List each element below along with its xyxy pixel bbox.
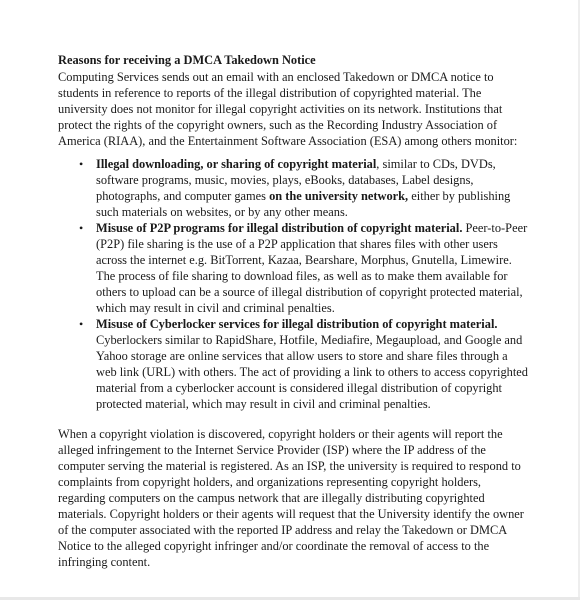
bullet-item-p2p-misuse (58, 220, 528, 316)
intro-paragraph: Computing Services sends out an email with an enclosed Takedown or DMCA notice to students in reference to reports of the illegal distribution of copyrighted material. The university does not monitor for illegal copyright activities on its network. Institutions that protect the rights of the copyright owners, such as the Recording Industry Association of America (RIAA), and the Entertainment Software Association (ESA) among others monitor: (58, 70, 518, 148)
bullet-icon: • (79, 221, 84, 235)
bullet-lead: Misuse of Cyberlocker services for illegal distribution of copyright material. (96, 317, 498, 331)
bullet-item-illegal-downloading (58, 156, 528, 220)
bullet-text: Peer-to-Peer (P2P) file sharing is the use of a P2P application that shares files with other users across the internet e.g. BitTorrent, Kazaa, Bearshare, Morphus, Gnutella, Limewire. The process of file sharing to download files, as well as to make them available for others to upload can be a source of illegal distribution of copyright protected material, which may result in civil and criminal penalties. (96, 221, 528, 315)
section-heading: Reasons for receiving a DMCA Takedown Notice (58, 53, 316, 67)
bullet-icon: • (79, 317, 84, 331)
closing-paragraph: When a copyright violation is discovered, copyright holders or their agents will report the alleged infringement to the Internet Service Provider (ISP) where the IP address of the computer serving the material is registered. As an ISP, the university is required to respond to complaints from copyright holders, and organizations representing copyright holders, regarding computers on the campus network that are illegally distributing copyrighted materials. Copyright holders or their agents will request that the University identify the owner of the computer associated with the reported IP address and relay the Takedown or DMCA Notice to the alleged copyright infringer and/or coordinate the removal of access to the infringing content. (58, 427, 524, 569)
bullet-text-end: either by publishing such materials on websites, or by any other means. (96, 189, 511, 219)
bullet-icon: • (79, 157, 84, 171)
bullet-lead: Illegal downloading, or sharing of copyright material (96, 157, 377, 171)
bullet-lead: Misuse of P2P programs for illegal distribution of copyright material. (96, 221, 463, 235)
bullet-item-cyberlocker-misuse (58, 316, 528, 412)
bullet-list (58, 156, 528, 412)
bullet-emphasis: on the university network, (269, 189, 409, 203)
bullet-text: , similar to CDs, DVDs, software programs, music, movies, plays, eBooks, databases, Label designs, photographs, and computer games (96, 157, 496, 203)
bullet-text: Cyberlockers similar to RapidShare, Hotfile, Mediafire, Megaupload, and Google and Yahoo storage are online services that allow users to store and share files through a web link (URL) with others. The act of providing a link to others to access copyrighted material from a cyberlocker account is considered illegal distribution of copyright protected material, which may result in civil and criminal penalties. (96, 333, 528, 411)
document-body (58, 52, 528, 570)
